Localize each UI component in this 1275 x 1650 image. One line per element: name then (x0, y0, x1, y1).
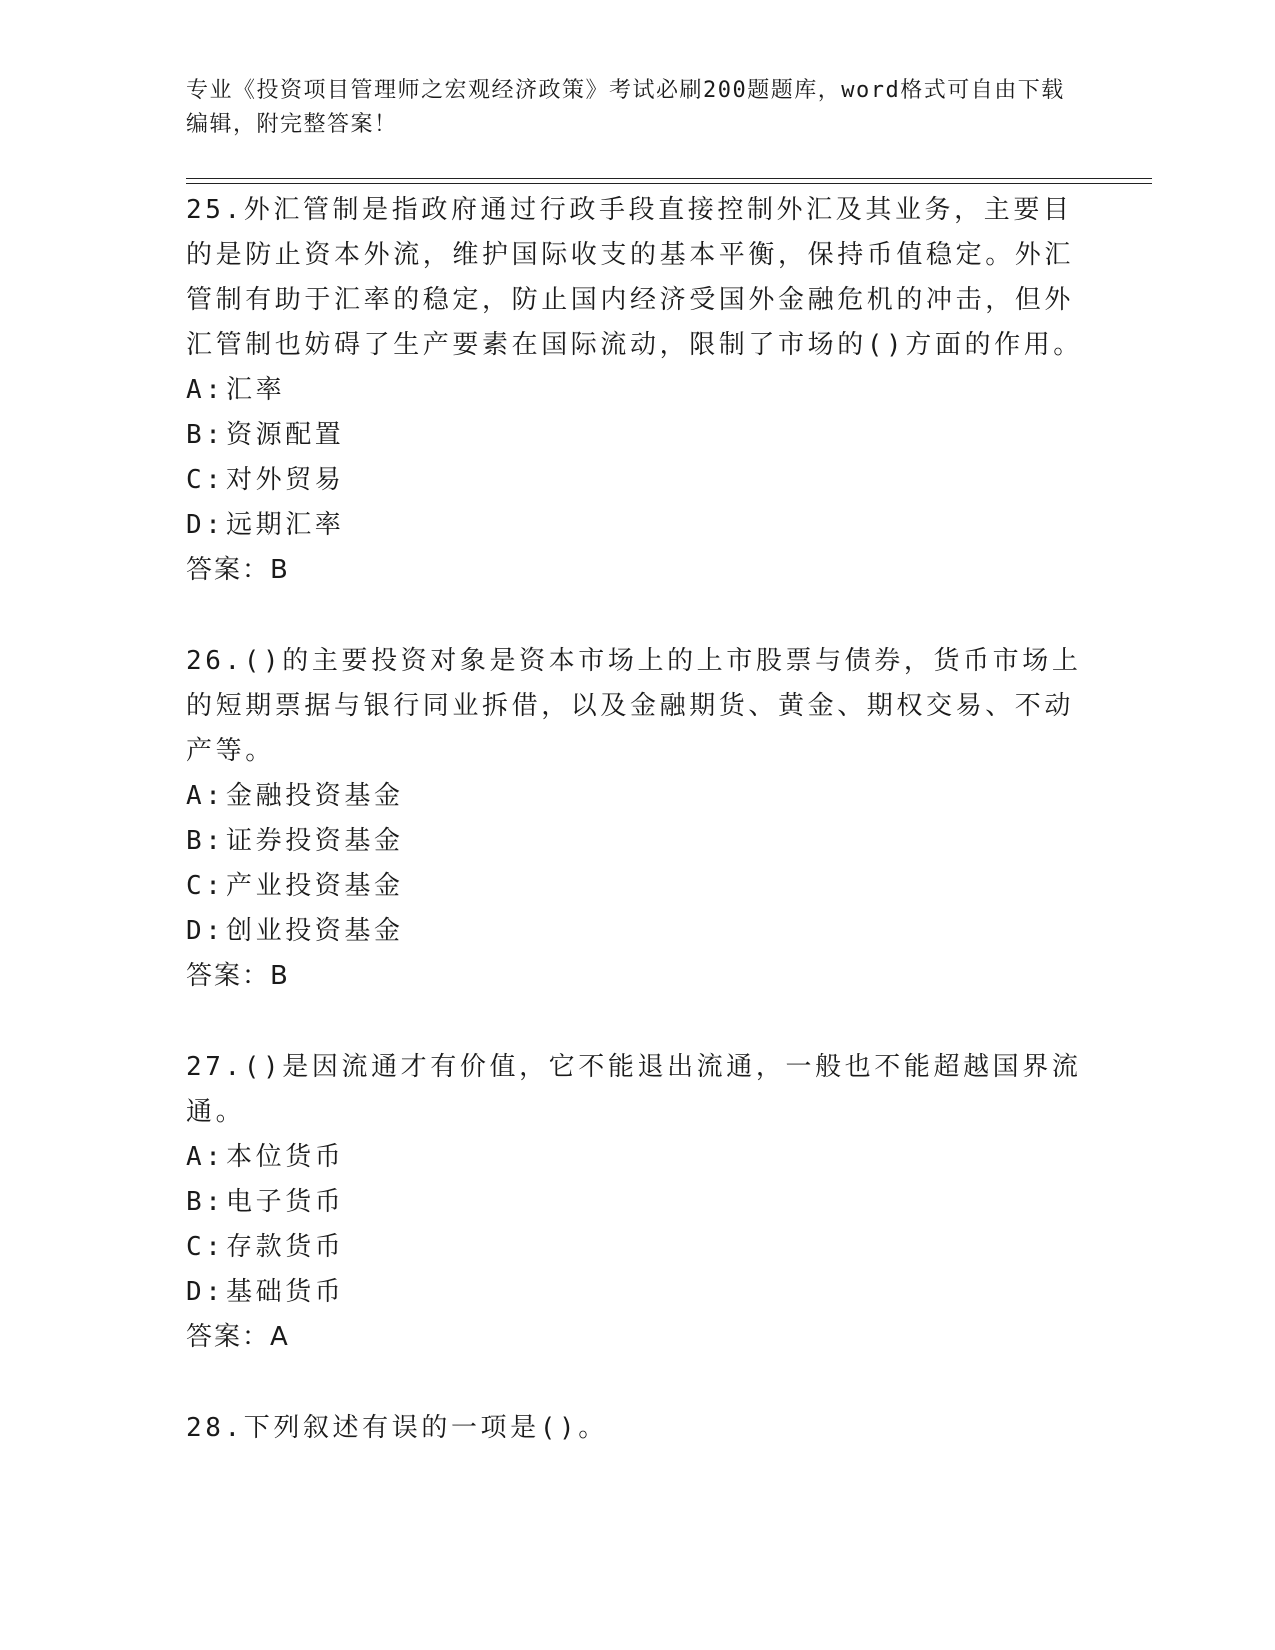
document-intro: 专业《投资项目管理师之宏观经济政策》考试必刷200题题库，word格式可自由下载编辑，附完整答案！ (186, 78, 1065, 137)
option-key: D: (186, 916, 225, 946)
question-text: 25.外汇管制是指政府通过行政手段直接控制外汇及其业务，主要目的是防止资本外流，维护国际收支的基本平衡，保持币值稳定。外汇管制有助于汇率的稳定，防止国内经济受国外金融危机的冲击，但外汇管制也妨碍了生产要素在国际流动，限制了市场的()方面的作用。 (186, 195, 1083, 360)
question-text: 26.()的主要投资对象是资本市场上的上市股票与债券，货币市场上的短期票据与银行同业拆借，以及金融期货、黄金、期权交易、不动产等。 (186, 646, 1082, 766)
option-c (186, 1225, 1086, 1270)
header-rule-bottom (186, 183, 1152, 184)
option-key: A: (186, 375, 225, 405)
option-c (186, 864, 1086, 909)
option-b (186, 1180, 1086, 1225)
option-d (186, 503, 1086, 548)
option-key: B: (186, 1187, 225, 1217)
option-key: D: (186, 1277, 225, 1307)
question-list (186, 188, 1086, 1451)
question-26 (186, 639, 1086, 999)
option-label: 基础货币 (226, 1277, 345, 1307)
option-key: C: (186, 465, 225, 495)
option-label: 存款货币 (226, 1232, 345, 1262)
option-list (186, 1135, 1086, 1315)
option-key: A: (186, 1142, 225, 1172)
question-27 (186, 1045, 1086, 1360)
option-key: C: (186, 1232, 225, 1262)
header-rule-top (186, 178, 1152, 179)
question-text: 27.()是因流通才有价值，它不能退出流通，一般也不能超越国界流通。 (186, 1052, 1082, 1127)
option-b (186, 413, 1086, 458)
option-label: 资源配置 (226, 420, 345, 450)
answer-line: 答案：A (186, 1322, 290, 1352)
option-label: 远期汇率 (226, 510, 345, 540)
option-list (186, 368, 1086, 548)
question-spacer (186, 1360, 1086, 1406)
option-c (186, 458, 1086, 503)
option-a (186, 1135, 1086, 1180)
answer-line: 答案：B (186, 555, 290, 585)
question-28 (186, 1406, 1086, 1451)
option-label: 电子货币 (226, 1187, 345, 1217)
option-label: 对外贸易 (226, 465, 345, 495)
option-key: D: (186, 510, 225, 540)
option-d (186, 909, 1086, 954)
option-label: 产业投资基金 (226, 871, 404, 901)
question-25 (186, 188, 1086, 593)
option-a (186, 774, 1086, 819)
option-key: A: (186, 781, 225, 811)
option-b (186, 819, 1086, 864)
option-label: 汇率 (226, 375, 286, 405)
option-label: 创业投资基金 (226, 916, 404, 946)
option-label: 本位货币 (226, 1142, 345, 1172)
option-key: B: (186, 826, 225, 856)
question-text: 28.下列叙述有误的一项是()。 (186, 1413, 608, 1443)
answer-line: 答案：B (186, 961, 290, 991)
option-d (186, 1270, 1086, 1315)
option-a (186, 368, 1086, 413)
option-label: 证券投资基金 (226, 826, 404, 856)
option-key: B: (186, 420, 225, 450)
question-spacer (186, 999, 1086, 1045)
option-label: 金融投资基金 (226, 781, 404, 811)
question-spacer (186, 593, 1086, 639)
option-list (186, 774, 1086, 954)
option-key: C: (186, 871, 225, 901)
